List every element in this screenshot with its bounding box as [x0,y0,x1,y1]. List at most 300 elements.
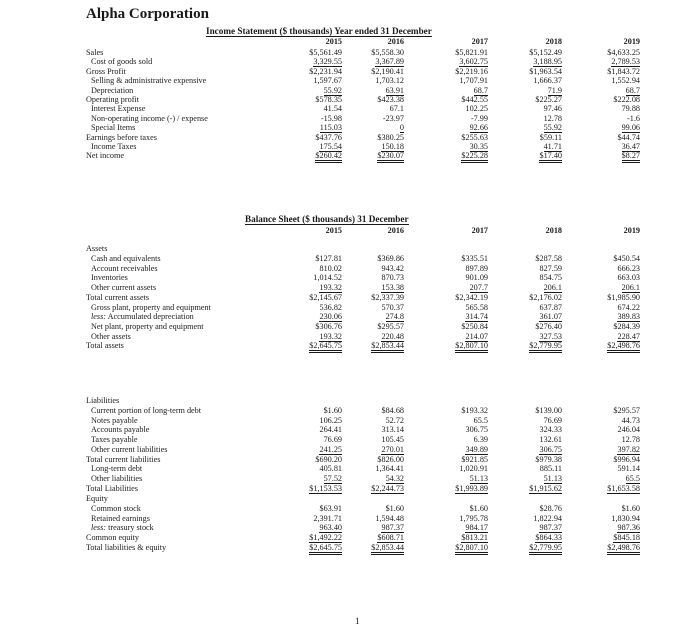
year-header: 2018 [545,37,562,46]
cell-text: 76.69 [323,435,342,445]
cell-value [342,341,404,351]
cell-value [500,341,562,351]
table-row [0,322,700,332]
cell-text: 150.18 [381,142,404,151]
cell-text: 65.5 [625,473,640,483]
cell-text: $2,190.41 [371,66,404,76]
row-label: Income Taxes [91,142,137,151]
cell-text: $1,963.54 [529,66,562,76]
cell-text: 79.88 [621,104,640,114]
year-header: 2017 [471,226,488,235]
row-label: Interest Expense [91,104,146,114]
cell-text: $1,153.53 [309,483,342,493]
cell-text: 666.23 [617,263,640,273]
year-header: 2015 [325,226,342,235]
cell-value [280,474,342,484]
row-label: Long-term debt [91,464,143,474]
row-label: Cash and equivalents [91,254,161,263]
cell-value [578,504,640,514]
cell-value [500,303,562,313]
cell-text: $63.91 [319,504,342,513]
cell-value [500,455,562,465]
cell-text: 306.75 [465,425,488,435]
cell-text: 54.32 [385,473,404,483]
table-row [0,445,700,455]
cell-text: $295.57 [377,321,404,331]
cell-text: 67.1 [389,104,404,114]
cell-text: 313.14 [381,425,404,435]
cell-text: 1,822.94 [533,513,562,523]
cell-text: 1,552.94 [611,76,640,86]
company-title: Alpha Corporation [86,6,209,22]
cell-text: $287.58 [535,254,562,263]
year-header: 2019 [623,37,640,46]
row-label: Other assets [91,331,131,341]
cell-text: 663.03 [617,273,640,283]
year-header: 2019 [623,226,640,235]
row-label: Retained earnings [91,513,150,523]
cell-value [342,293,404,303]
cell-value [342,303,404,313]
row-label-prefix: less: [91,523,107,533]
cell-value [280,533,342,543]
cell-value [280,514,342,524]
cell-value [426,283,488,293]
cell-text: $1,653.58 [607,483,640,493]
cell-text: -7.99 [470,113,488,123]
cell-text: 99.06 [621,123,640,133]
cell-text: 132.61 [539,435,562,445]
cell-value [426,543,488,553]
cell-text: 3,188.95 [533,57,562,67]
cell-text: $813.21 [461,533,488,543]
cell-text: 987.37 [539,523,562,533]
cell-value [342,283,404,293]
row-label: less: treasury stock [91,523,154,533]
cell-value [578,455,640,465]
cell-value [426,254,488,264]
cell-value [280,504,342,514]
cell-text: 52.72 [385,415,404,425]
cell-text: 264.41 [319,425,342,435]
cell-text: 230.06 [319,312,342,322]
table-row [0,151,700,161]
year-header: 2016 [387,226,404,235]
cell-value [500,533,562,543]
cell-text: 570.37 [381,302,404,312]
table-row [0,312,700,322]
table-row [0,533,700,543]
row-label: Accounts payable [91,425,150,435]
cell-text: $260.42 [315,151,342,163]
cell-value [500,406,562,416]
row-label: Other liabilities [91,473,143,483]
table-row [0,484,700,494]
cell-text: 827.59 [539,263,562,273]
cell-value [342,322,404,332]
row-label: Non-operating income (-) / expense [91,113,208,123]
cell-value [426,312,488,322]
cell-text: 2,391.71 [313,513,342,523]
cell-text: 65.5 [473,415,488,425]
row-label: Earnings before taxes [86,132,157,142]
cell-value [426,406,488,416]
row-label: Total Liabilities [86,483,138,493]
cell-value [578,283,640,293]
year-header: 2015 [325,37,342,46]
cell-text: 68.7 [625,85,640,95]
cell-text: $5,558.30 [371,48,404,57]
page-number: 1 [355,616,360,626]
row-label: Net income [86,151,124,161]
cell-text: 674.22 [617,302,640,312]
cell-text: -1.6 [627,113,640,123]
cell-text: 12.78 [621,435,640,445]
cell-value [500,293,562,303]
cell-text: $284.39 [613,321,640,331]
cell-value [426,435,488,445]
income-year-header-row [0,37,700,47]
cell-text: $369.86 [377,254,404,263]
cell-text: 241.25 [319,444,342,454]
row-label: Common equity [86,533,139,543]
cell-value [578,474,640,484]
cell-text: $2,145.67 [309,292,342,302]
cell-text: 963.40 [319,523,342,533]
cell-text: $2,176.02 [529,292,562,302]
year-header: 2016 [387,37,404,46]
cell-value [578,523,640,533]
cell-value [426,474,488,484]
cell-text: 306.75 [539,444,562,454]
cell-text: 41.71 [543,142,562,151]
cell-value [426,293,488,303]
cell-text: 102.25 [465,104,488,114]
table-row [0,264,700,274]
cell-value [426,332,488,342]
equity-label: Equity [86,494,108,503]
cell-text: $845.18 [613,533,640,543]
cell-text: $1,492.22 [309,533,342,543]
cell-value [342,273,404,283]
cell-text: $979.38 [535,454,562,464]
cell-value [500,283,562,293]
cell-value [500,514,562,524]
cell-text: $44.74 [617,132,640,142]
cell-text: 106.25 [319,415,342,425]
cell-value [578,264,640,274]
cell-text: $2,645.75 [309,543,342,555]
cell-value [500,464,562,474]
table-row [0,514,700,524]
cell-value [500,425,562,435]
cell-text: 105.45 [381,435,404,445]
cell-value [500,416,562,426]
cell-value [500,151,562,161]
row-label: less: Accumulated depreciation [91,312,194,322]
cell-text: 193.32 [319,331,342,341]
table-row [0,455,700,465]
cell-text: 2,789.53 [611,57,640,67]
cell-text: 1,594.48 [375,513,404,523]
table-row [0,293,700,303]
cell-value [500,435,562,445]
cell-text: 175.54 [319,142,342,151]
cell-value [426,416,488,426]
cell-text: $2,779.95 [529,543,562,555]
cell-text: 901.09 [465,273,488,283]
cell-text: $2,498.76 [607,543,640,555]
cell-text: $127.81 [315,254,342,263]
cell-value [578,332,640,342]
cell-value [578,435,640,445]
table-row [0,435,700,445]
cell-text: 76.69 [543,415,562,425]
cell-value [500,332,562,342]
cell-text: $222.08 [613,95,640,104]
cell-value [342,425,404,435]
cell-value [500,543,562,553]
cell-text: 207.7 [469,283,488,293]
cell-value [342,445,404,455]
cell-text: 565.58 [465,302,488,312]
cell-value [280,312,342,322]
cell-text: $8.27 [622,151,640,163]
cell-value [426,455,488,465]
cell-text: 984.17 [465,523,488,533]
balance-year-header-row [0,226,700,236]
cell-text: $2,342.19 [455,292,488,302]
cell-text: 51.13 [543,473,562,483]
table-row [0,474,700,484]
cell-text: 51.13 [469,473,488,483]
cell-text: 92.66 [469,123,488,133]
cell-text: $2,807.10 [455,543,488,555]
cell-value [426,445,488,455]
cell-text: 314.74 [465,312,488,322]
cell-value [280,303,342,313]
cell-value [280,254,342,264]
cell-text: 270.01 [381,444,404,454]
cell-text: 1,020.91 [459,464,488,474]
cell-text: $28.76 [539,504,562,513]
table-row [0,543,700,553]
cell-value [426,151,488,161]
cell-value [426,514,488,524]
liabilities-label: Liabilities [86,396,120,405]
row-label: Selling & administrative expensive [91,76,207,86]
cell-text: $1,993.89 [455,483,488,493]
cell-value [280,464,342,474]
cell-value [280,416,342,426]
cell-text: $335.51 [461,254,488,263]
row-label: Other current assets [91,283,157,293]
cell-value [280,273,342,283]
cell-text: 220.48 [381,331,404,341]
cell-text: $1,915.62 [529,483,562,493]
cell-value [280,523,342,533]
cell-text: $225.27 [535,95,562,104]
row-label: Other current liabilities [91,444,168,454]
cell-text: $4,633.25 [607,48,640,57]
cell-value [500,523,562,533]
cell-value [342,514,404,524]
cell-text: $442.55 [461,95,488,104]
cell-text: $826.00 [377,454,404,464]
cell-value [578,464,640,474]
cell-value [500,312,562,322]
cell-value [426,273,488,283]
cell-text: 30.35 [469,142,488,151]
cell-text: -15.98 [320,113,342,123]
cell-value [578,406,640,416]
cell-text: 536.82 [319,302,342,312]
cell-text: $306.76 [315,321,342,331]
row-label: Sales [86,48,104,57]
cell-value [342,484,404,494]
cell-value [578,273,640,283]
row-label: Net plant, property and equipment [91,321,204,331]
cell-value [280,341,342,351]
assets-label: Assets [86,244,108,253]
cell-value [500,322,562,332]
row-label: Total current assets [86,292,150,302]
table-row [0,341,700,351]
cell-value [280,322,342,332]
cell-text: $17.40 [539,151,562,163]
cell-value [342,332,404,342]
table-row [0,425,700,435]
cell-text: 206.1 [543,283,562,293]
cell-text: 246.04 [617,425,640,435]
cell-text: 6.39 [473,435,488,445]
row-label: Current portion of long-term debt [91,406,202,415]
cell-value [342,543,404,553]
cell-value [426,504,488,514]
cell-text: 71.9 [547,85,562,95]
cell-text: $2,645.75 [309,341,342,353]
cell-text: -23.97 [382,113,404,123]
row-label: Account receivables [91,263,158,273]
cell-text: $1.60 [621,504,640,513]
balance-sheet-title: Balance Sheet ($ thousands) 31 December [245,214,409,224]
row-label: Special Items [91,123,136,133]
cell-value [426,425,488,435]
income-statement-title: Income Statement ($ thousands) Year ended 31 December [206,26,432,36]
cell-value [426,464,488,474]
cell-text: $2,244.73 [371,483,404,493]
cell-value [280,425,342,435]
cell-text: $5,152.49 [529,48,562,57]
cell-text: 44.73 [621,415,640,425]
cell-text: 55.92 [323,85,342,95]
cell-value [578,543,640,553]
cell-value [342,523,404,533]
cell-text: $2,219.16 [455,66,488,76]
row-label: Total current liabilities [86,454,161,464]
cell-text: 1,014.52 [313,273,342,283]
cell-text: 206.1 [621,283,640,293]
cell-text: 115.03 [319,123,342,133]
cell-text: 349.89 [465,444,488,454]
cell-text: $276.40 [535,321,562,331]
row-label: Common stock [91,504,141,513]
cell-value [426,533,488,543]
cell-text: 389.83 [617,312,640,322]
cell-value [342,504,404,514]
cell-text: $690.20 [315,454,342,464]
table-row [0,283,700,293]
cell-value [426,322,488,332]
cell-text: 1,364.41 [375,464,404,474]
cell-text: 1,597.67 [313,76,342,86]
cell-text: $380.25 [377,132,404,142]
cell-value [578,151,640,161]
cell-value [578,425,640,435]
cell-value [500,474,562,484]
cell-text: 214.07 [465,331,488,341]
cell-value [426,303,488,313]
cell-text: $250.84 [461,321,488,331]
cell-value [342,312,404,322]
cell-text: 324.33 [539,425,562,435]
cell-text: 943.42 [381,263,404,273]
cell-text: $2,779.95 [529,341,562,353]
cell-value [342,254,404,264]
cell-text: 327.53 [539,331,562,341]
cell-text: $2,853.44 [371,543,404,555]
cell-text: 1,707.91 [459,76,488,86]
cell-text: $5,821.91 [455,48,488,57]
cell-value [280,435,342,445]
cell-text: $921.85 [461,454,488,464]
row-label-prefix: less: [91,312,107,322]
cell-text: 810.02 [319,263,342,273]
cell-text: 897.89 [465,263,488,273]
cell-text: 193.32 [319,283,342,293]
cell-text: 987.37 [381,523,404,533]
cell-text: $423.38 [377,95,404,104]
cell-value [342,406,404,416]
cell-value [280,332,342,342]
cell-text: 1,830.94 [611,513,640,523]
cell-value [500,484,562,494]
cell-text: $608.71 [377,533,404,543]
cell-value [578,445,640,455]
cell-value [342,464,404,474]
cell-value [578,484,640,494]
cell-value [500,254,562,264]
cell-value [578,322,640,332]
cell-text: 41.54 [323,104,342,114]
cell-value [342,533,404,543]
cell-text: $2,853.44 [371,341,404,353]
cell-text: 1,795.78 [459,513,488,523]
row-label: Operating profit [86,95,139,104]
cell-text: $1.60 [385,504,404,513]
year-header: 2017 [471,37,488,46]
cell-text: 870.73 [381,273,404,283]
cell-text: $255.63 [461,132,488,142]
cell-value [578,514,640,524]
cell-value [342,264,404,274]
row-label: Taxes payable [91,435,138,445]
cell-text: 55.92 [543,123,562,133]
row-label: Gross plant, property and equipment [91,302,211,312]
cell-text: $59.11 [539,132,562,142]
cell-text: $193.32 [461,406,488,415]
cell-text: $1,843.72 [607,66,640,76]
